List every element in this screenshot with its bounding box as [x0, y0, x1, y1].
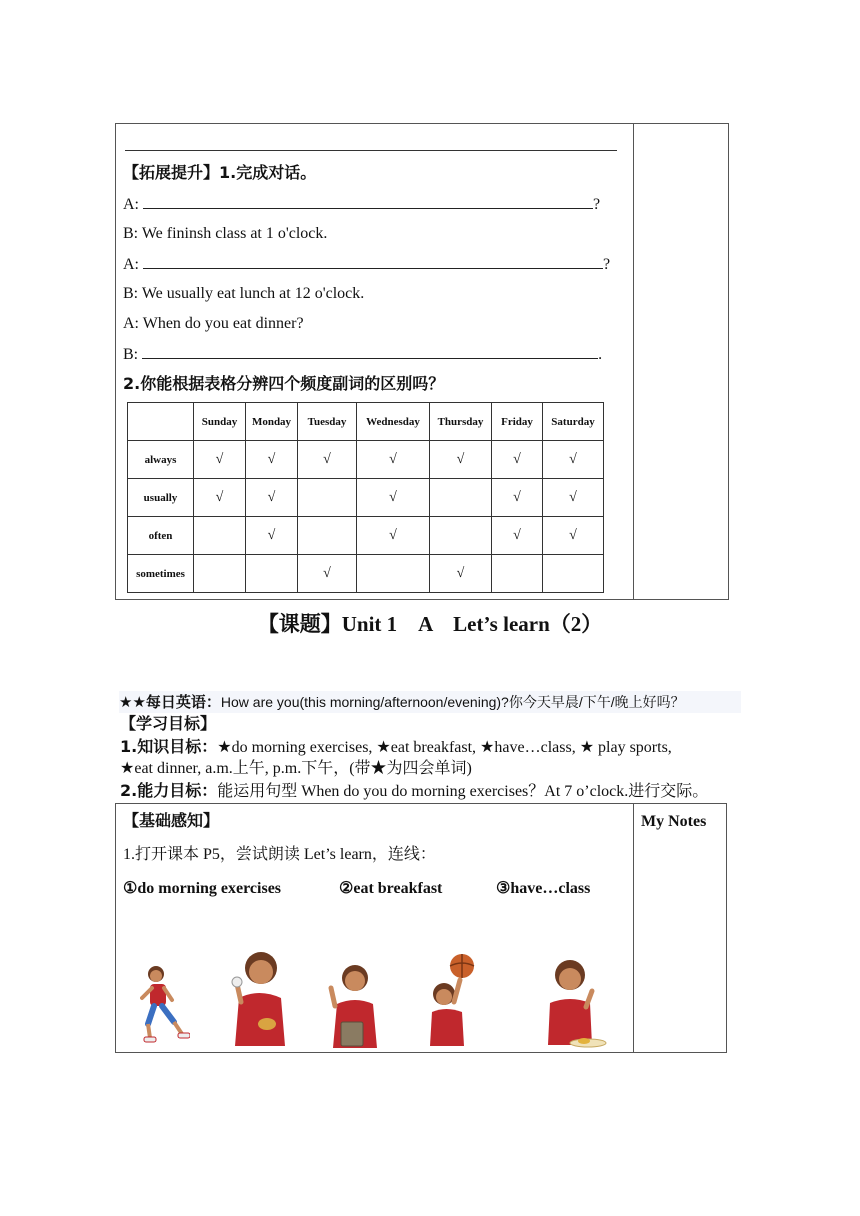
check-cell: √: [246, 517, 298, 555]
basic-heading: 【基础感知】: [123, 811, 220, 830]
knowledge-goal-label: 1.知识目标：: [120, 737, 218, 756]
frequency-table: [127, 402, 604, 593]
day-header: Friday: [492, 403, 543, 441]
day-header: Sunday: [194, 403, 246, 441]
ability-goal-text: 能运用句型 When do you do morning exercises？At 7 o’clock.进行交际。: [217, 783, 709, 800]
question-2: [123, 374, 444, 395]
check-cell: [492, 555, 543, 593]
check-cell: [246, 555, 298, 593]
table-row: [128, 517, 604, 555]
dialogue-line-6: [123, 344, 602, 365]
dialogue-end: ?: [593, 196, 601, 213]
row-label: sometimes: [128, 555, 194, 593]
daily-english-label: ★★每日英语：: [119, 693, 221, 711]
dialogue-text: When do you eat dinner?: [142, 315, 304, 332]
answer-blank[interactable]: [142, 344, 598, 359]
dialogue-end: .: [598, 346, 603, 363]
check-cell: √: [298, 441, 357, 479]
check-cell: √: [194, 479, 246, 517]
check-cell: [298, 479, 357, 517]
row-label: often: [128, 517, 194, 555]
dialogue-speaker: B:: [123, 346, 139, 363]
goals-heading: 【学习目标】: [120, 714, 217, 733]
check-cell: [194, 517, 246, 555]
row-label: usually: [128, 479, 194, 517]
day-header: Tuesday: [298, 403, 357, 441]
knowledge-goal-text: ★do morning exercises, ★eat breakfast, ★have…class, ★ play sports,: [217, 739, 672, 756]
option-1: ①do morning exercises: [123, 880, 282, 897]
check-cell: [430, 479, 492, 517]
page-title: 【课题】Unit 1 A Let’s learn（2）: [257, 612, 603, 636]
table-corner-cell: [128, 403, 194, 441]
dialogue-speaker: A:: [123, 256, 139, 273]
check-cell: √: [357, 441, 430, 479]
table-header-row: [128, 403, 604, 441]
check-cell: √: [492, 441, 543, 479]
extension-heading: [123, 163, 316, 184]
dialogue-text: We fininsh class at 1 o'clock.: [141, 225, 328, 242]
check-cell: √: [492, 517, 543, 555]
dialogue-speaker: A:: [123, 196, 139, 213]
boy-eating-dinner-illustration: [546, 955, 610, 1049]
daily-english-text: How are you(this morning/afternoon/evening)?你今天早晨/下午/晚上好吗？: [220, 694, 685, 710]
daily-english: [119, 691, 741, 713]
boy-playing-basketball-illustration: [428, 950, 478, 1046]
boy-reading-book-illustration: [325, 962, 383, 1048]
option-2: ②eat breakfast: [339, 880, 443, 897]
dialogue-line-3: [123, 254, 610, 275]
check-cell: [298, 517, 357, 555]
dialogue-text: We usually eat lunch at 12 o'clock.: [141, 285, 365, 302]
row-label: always: [128, 441, 194, 479]
check-cell: √: [430, 441, 492, 479]
check-cell: √: [194, 441, 246, 479]
dialogue-line-4: [123, 284, 364, 304]
check-cell: √: [543, 441, 604, 479]
ability-goal-line: [120, 781, 708, 802]
table-row: [128, 441, 604, 479]
check-cell: [430, 517, 492, 555]
check-cell: [357, 555, 430, 593]
check-cell: √: [357, 479, 430, 517]
day-header: Thursday: [430, 403, 492, 441]
check-cell: √: [543, 479, 604, 517]
top-continuation-line: [125, 150, 617, 151]
my-notes-label: My Notes: [641, 813, 707, 830]
dialogue-line-5: [123, 314, 304, 334]
day-header: Wednesday: [357, 403, 430, 441]
dialogue-line-1: [123, 194, 600, 215]
dialogue-speaker: B:: [123, 285, 139, 302]
boy-exercising-illustration: [140, 962, 190, 1044]
knowledge-goal-line-2: ★eat dinner, a.m.上午, p.m.下午，(带★为四会单词): [120, 760, 472, 777]
check-cell: [194, 555, 246, 593]
answer-blank[interactable]: [143, 254, 603, 269]
question-2-text: 2.你能根据表格分辨四个频度副词的区别吗？: [123, 374, 445, 393]
dialogue-speaker: B:: [123, 225, 139, 242]
check-cell: [543, 555, 604, 593]
basic-instruction: 1.打开课本 P5，尝试朗读 Let’s learn，连线：: [123, 846, 436, 863]
answer-blank[interactable]: [143, 194, 593, 209]
dialogue-speaker: A:: [123, 315, 139, 332]
check-cell: √: [357, 517, 430, 555]
table-row: [128, 555, 604, 593]
day-header: Monday: [246, 403, 298, 441]
check-cell: √: [543, 517, 604, 555]
basic-section-box: [115, 803, 727, 1053]
check-cell: √: [430, 555, 492, 593]
check-cell: √: [298, 555, 357, 593]
extension-heading-text: 【拓展提升】1.完成对话。: [123, 163, 317, 182]
check-cell: √: [246, 441, 298, 479]
dialogue-end: ?: [603, 256, 611, 273]
basic-section-divider: [633, 803, 634, 1053]
check-cell: √: [492, 479, 543, 517]
option-3: ③have…class: [496, 880, 591, 897]
boy-eating-breakfast-illustration: [225, 948, 293, 1046]
ability-goal-label: 2.能力目标：: [120, 781, 218, 800]
table-row: [128, 479, 604, 517]
knowledge-goal-line-1: [120, 737, 672, 758]
day-header: Saturday: [543, 403, 604, 441]
top-section-divider: [633, 123, 634, 600]
check-cell: √: [246, 479, 298, 517]
dialogue-line-2: [123, 224, 327, 244]
